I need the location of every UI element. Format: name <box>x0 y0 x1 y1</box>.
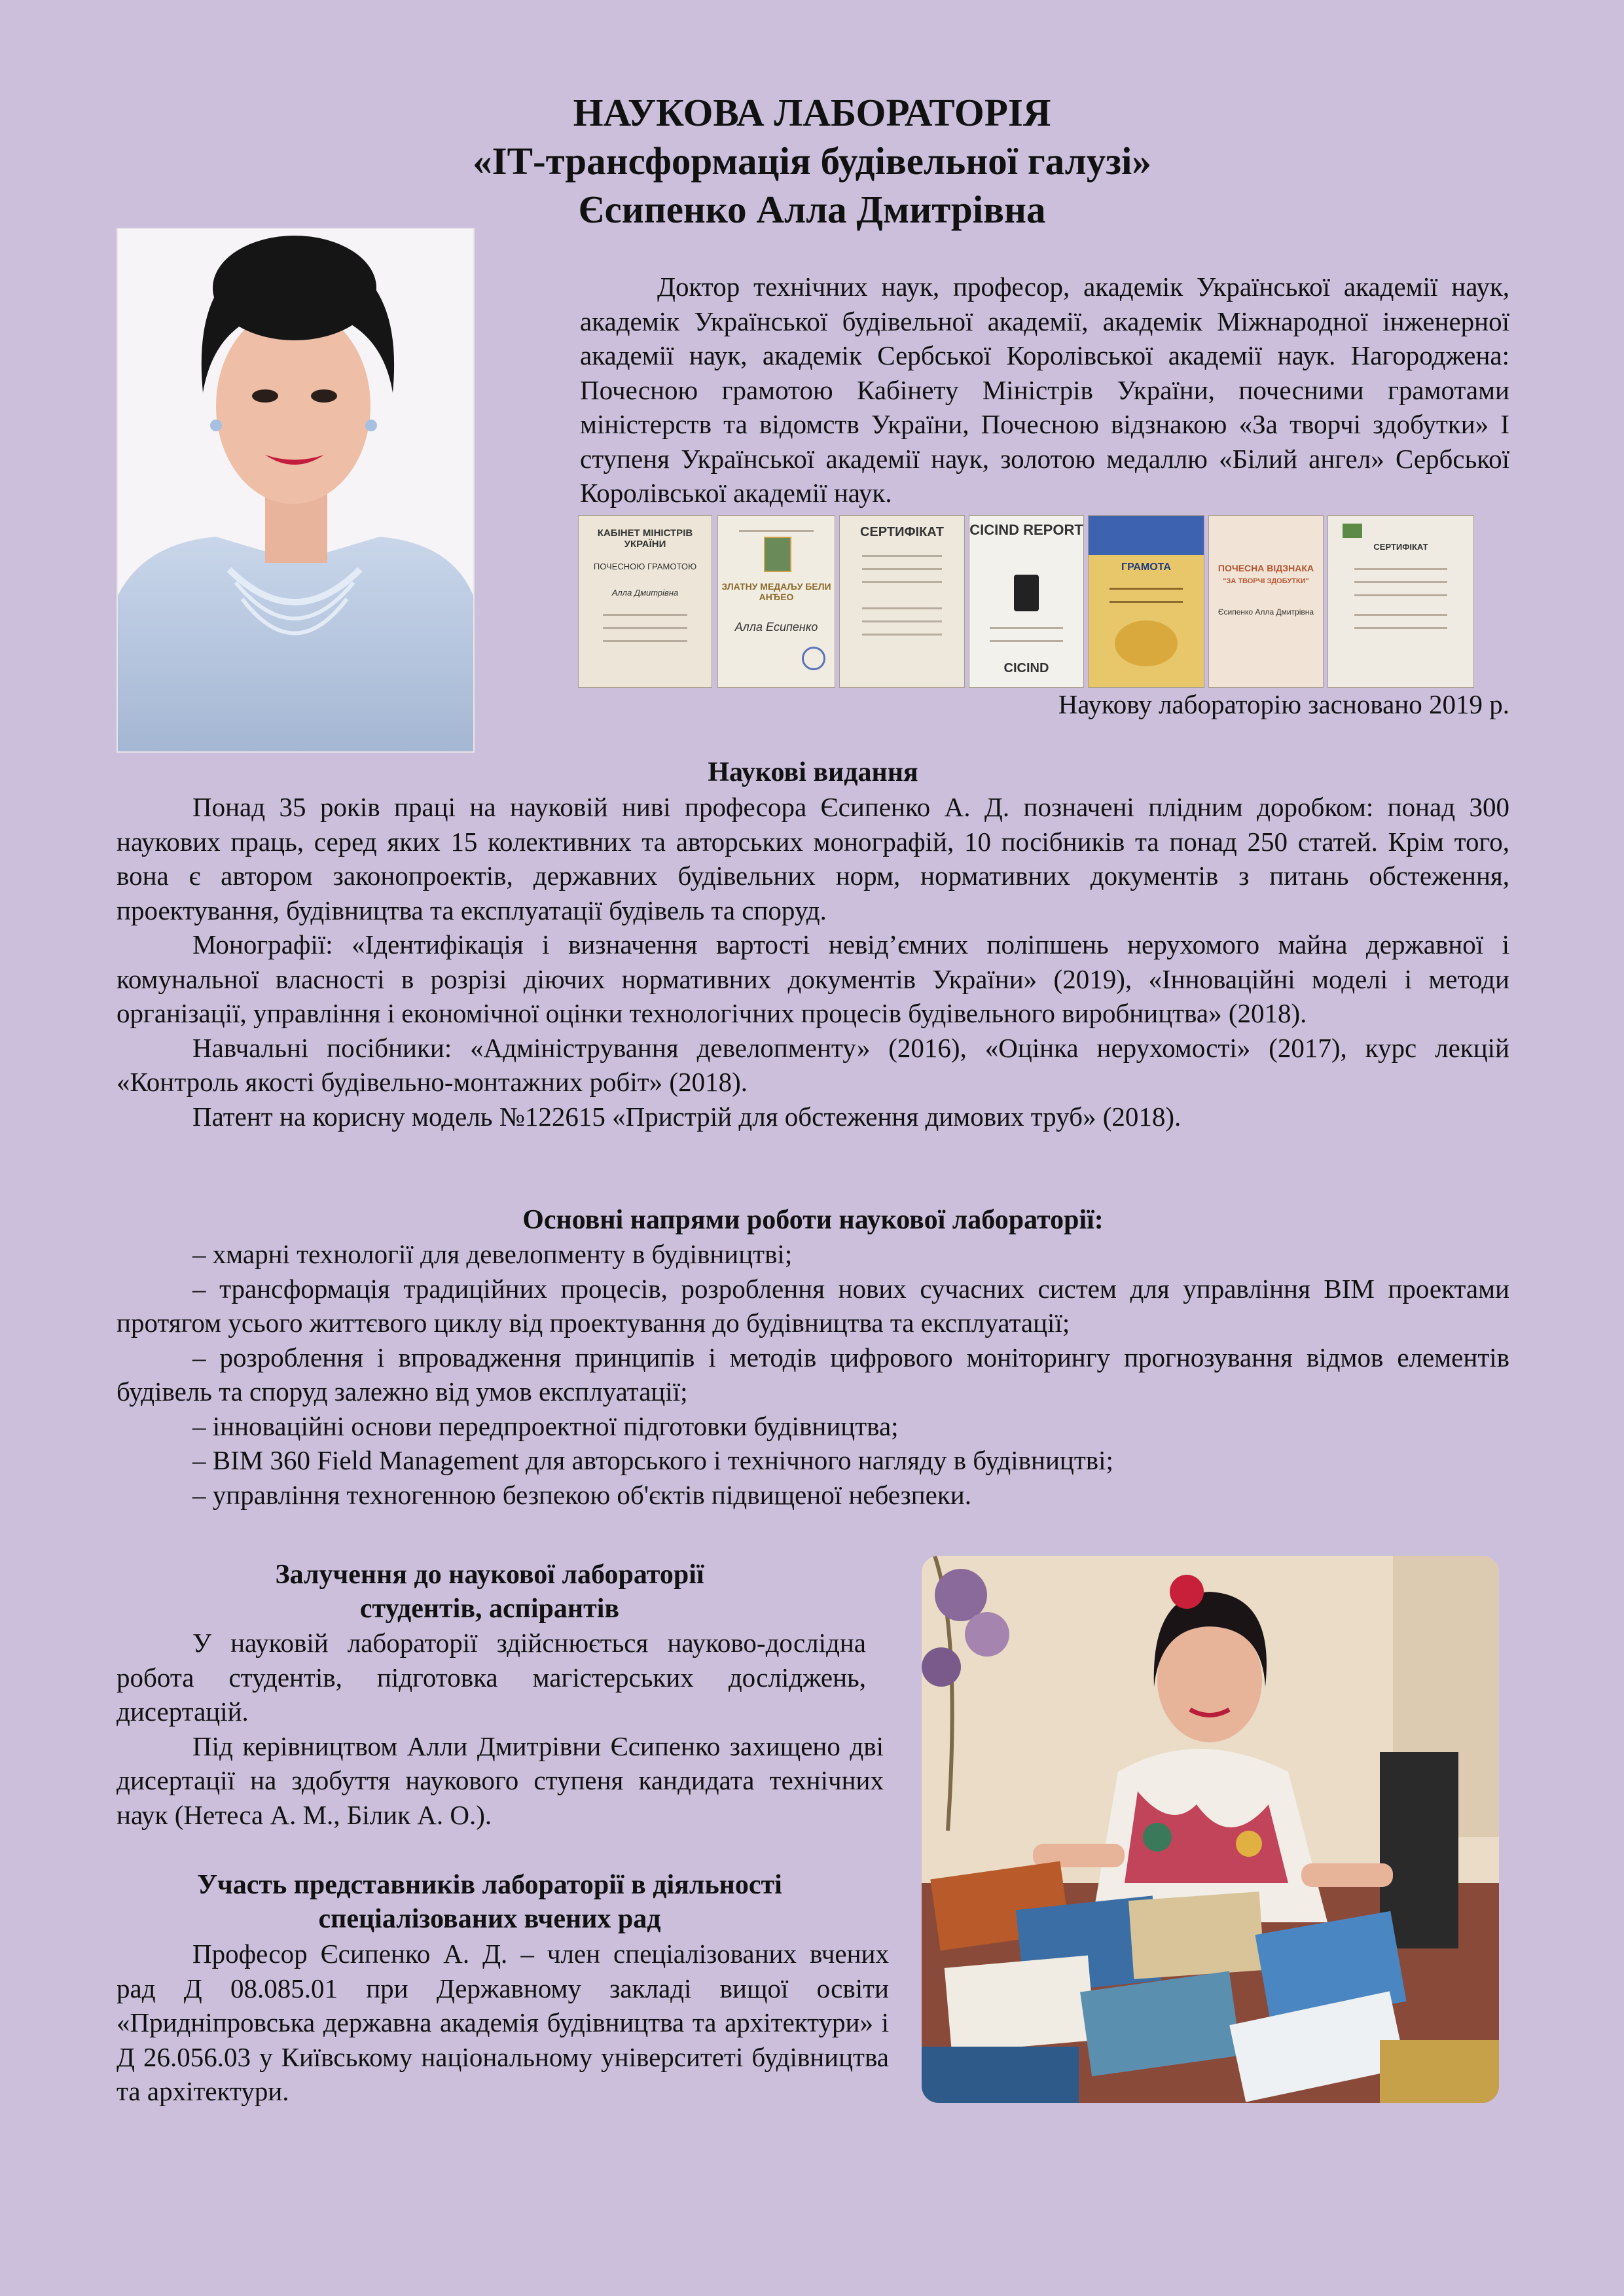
direction-item: – хмарні технології для девелопменту в будівництві; <box>192 1239 793 1269</box>
bio-paragraph: Доктор технічних наук, професор, академік Української академії наук, академік Української будівельної академії, академік Міжнародної інженерної академії наук, академік Сербської Королівської академії наук. Нагороджена: Почесною грамотою Кабінету Міністрів України, почесними грамотами міністерств та відомств України, Почесною відзнакою «За творчі здобутки» І ступеня Української академії наук, золотою медаллю «Білий ангел» Сербської Королівської академії наук. <box>580 272 1509 508</box>
founded-note: Наукову лабораторію засновано 2019 р. <box>1058 689 1509 719</box>
direction-item: – трансформація традиційних процесів, розроблення нових сучасних систем для управління BIM проектами протягом усього життєвого циклу від проектування до будівництва та експлуатації; <box>117 1273 1509 1338</box>
bio-text <box>580 270 1509 511</box>
direction-item: – розроблення і впровадження принципів і методів цифрового моніторингу прогнозування відмов елементів будівель та споруд залежно від умов експлуатації; <box>117 1342 1509 1407</box>
publications-paragraph: Навчальні посібники: «Адміністрування девелопменту» (2016), «Оцінка нерухомості» (2017), курс лекцій «Контроль якості будівельно-монтажних робіт» (2018). <box>117 1032 1509 1097</box>
certificate-image <box>839 515 965 688</box>
certificate-title: ГРАМОТА <box>1121 562 1171 573</box>
students-paragraph: Під керівництвом Алли Дмитрівни Єсипенко захищено дві дисертації на здобуття наукового ступеня кандидата технічних наук (Нетеса А. М., Білик А. О.). <box>117 1731 884 1830</box>
students-paragraph: У науковій лабораторії здійснюється науково-дослідна робота студентів, підготовка магістерських досліджень, дисертацій. <box>117 1628 866 1727</box>
title-line-2: «ІТ-трансформація будівельної галузі» <box>473 139 1151 183</box>
certificate-title: ПОЧЕСНА ВІДЗНАКА <box>1218 563 1314 573</box>
publications-paragraph: Понад 35 років праці на науковій ниві професора Єсипенко А. Д. позначені плідним доробком: понад 300 наукових праць, серед яких 15 колективних та авторських монографій, 10 посібників та понад 250 статей. Крім того, вона є автором законопроектів, державних будівельних норм, нормативних документів з питань обстеження, проектування, будівництва та експлуатації будівель та споруд. <box>117 792 1509 925</box>
title-line-3: Єсипенко Алла Дмитрівна <box>578 188 1046 231</box>
certificate-image <box>578 515 712 688</box>
councils-paragraph: Професор Єсипенко А. Д. – член спеціалізованих вчених рад Д 08.085.01 при Державному закладі вищої освіти «Придніпровська державна академія будівництва та архітектури» і Д 26.056.03 у Київському національному університеті будівництва та архітектури. <box>117 1939 889 2106</box>
certificate-title: СЕРТИФІКАТ <box>1373 542 1428 552</box>
certificate-image <box>969 515 1084 688</box>
directions-list <box>117 1237 1509 1512</box>
certificate-image <box>1327 515 1474 688</box>
councils-heading-line-1: Участь представників лабораторії в діяльності <box>197 1870 782 1900</box>
direction-item: – управління техногенною безпекою об'єктів підвищеної небезпеки. <box>192 1479 971 1510</box>
councils-text <box>117 1937 889 2109</box>
certificate-name: Алла Дмитрівна <box>611 588 679 598</box>
publications-text <box>117 790 1509 1134</box>
councils-heading <box>117 1868 863 1936</box>
students-heading-line-2: студентів, аспірантів <box>359 1594 620 1624</box>
title-line-1: НАУКОВА ЛАБОРАТОРІЯ <box>573 91 1051 134</box>
students-heading-line-1: Залучення до наукової лабораторії <box>275 1560 704 1590</box>
certificate-subtitle: ПОЧЕСНОЮ ГРАМОТОЮ <box>593 562 697 571</box>
portrait-illustration <box>118 229 473 751</box>
students-heading <box>117 1558 863 1626</box>
publications-heading: Наукові видання <box>708 757 918 787</box>
certificate-name: CICIND <box>1003 661 1049 675</box>
direction-item: – BIM 360 Field Management для авторського і технічного нагляду в будівництві; <box>192 1445 1113 1475</box>
certificate-title: КАБІНЕТ МІНІСТРІВ УКРАЇНИ <box>597 528 693 550</box>
certificate-subtitle: "ЗА ТВОРЧІ ЗДОБУТКИ" <box>1223 577 1309 585</box>
lab-photo <box>922 1556 1499 2103</box>
publications-paragraph: Монографії: «Ідентифікація і визначення вартості невід’ємних поліпшень нерухомого майна державної і комунальної власності в розрізі діючих нормативних документів України» (2019), «Інноваційні моделі і методи організації, управління і економічної оцінки технологічних процесів будівельного виробництва» (2018). <box>117 929 1509 1028</box>
lab-photo-illustration <box>922 1556 1499 2103</box>
certificates-strip <box>578 515 1479 687</box>
directions-heading: Основні напрями роботи наукової лабораторії: <box>522 1205 1104 1235</box>
certificate-title: CICIND REPORT <box>969 522 1083 538</box>
publications-paragraph: Патент на корисну модель №122615 «Пристрій для обстеження димових труб» (2018). <box>192 1101 1182 1132</box>
certificate-image <box>1208 515 1324 688</box>
certificate-title: ЗЛАТНУ МЕДАЉУ БЕЛИ АНЂЕО <box>721 581 831 602</box>
direction-item: – інноваційні основи передпроектної підготовки будівництва; <box>192 1410 899 1441</box>
certificate-name: Алла Есипенко <box>734 620 818 634</box>
councils-heading-line-2: спеціалізованих вчених рад <box>318 1904 661 1934</box>
page-title <box>0 88 1624 234</box>
certificate-name: Єсипенко Алла Дмитрівна <box>1218 607 1314 617</box>
certificate-image <box>1088 515 1204 688</box>
certificate-title: СЕРТИФІКАТ <box>860 525 944 539</box>
students-text <box>117 1626 884 1832</box>
portrait-photo <box>117 228 475 753</box>
certificate-image <box>717 515 835 688</box>
